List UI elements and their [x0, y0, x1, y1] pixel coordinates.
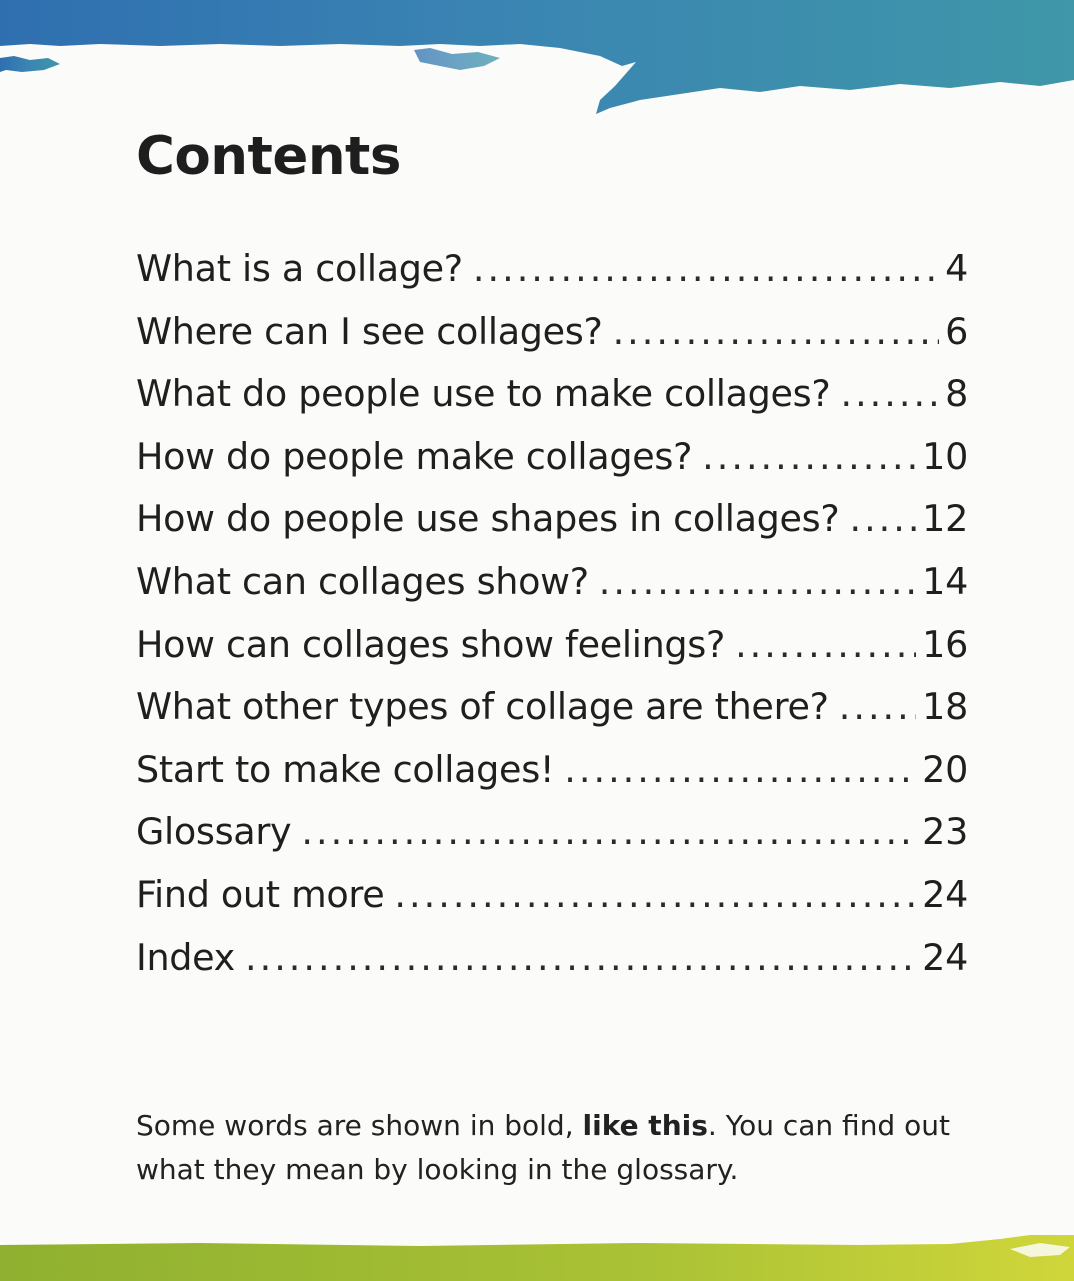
toc-dot-leader	[599, 551, 916, 614]
toc-entry-title: What is a collage?	[136, 247, 463, 290]
toc-dot-leader	[564, 739, 916, 802]
toc-page-number: 16	[922, 622, 968, 666]
toc-entry[interactable]	[136, 363, 968, 426]
toc-entry-title: How do people use shapes in collages?	[136, 497, 840, 541]
toc-entry-title: What do people use to make collages?	[136, 372, 831, 416]
toc-entry[interactable]	[136, 488, 968, 551]
toc-page-number: 18	[922, 685, 968, 729]
bottom-paint-band	[0, 1235, 1074, 1281]
toc-entry-title: How do people make collages?	[136, 434, 693, 478]
toc-entry[interactable]	[136, 676, 968, 739]
toc-entry[interactable]	[136, 551, 968, 614]
toc-page-number: 23	[922, 810, 968, 854]
toc-page-number: 24	[922, 935, 968, 979]
toc-entry-title: What other types of collage are there?	[136, 685, 829, 729]
toc-page-number: 14	[922, 559, 968, 603]
toc-dot-leader	[735, 614, 916, 677]
toc-entry-title: How can collages show feelings?	[136, 622, 726, 666]
toc-page-number: 4	[945, 247, 968, 290]
toc-page-number: 24	[922, 872, 968, 916]
toc-entry[interactable]	[136, 614, 968, 677]
toc-entry[interactable]	[136, 238, 968, 301]
toc-dot-leader	[394, 864, 916, 927]
toc-entry-title: Start to make collages!	[136, 747, 555, 791]
toc-entry-title: Index	[136, 935, 235, 979]
toc-entry-title: Find out more	[136, 872, 385, 916]
toc-page-number: 20	[922, 747, 968, 791]
glossary-note	[136, 1104, 966, 1192]
toc-entry-title: What can collages show?	[136, 559, 589, 603]
note-text-start: Some words are shown in bold,	[136, 1109, 583, 1142]
toc-entry[interactable]	[136, 426, 968, 489]
toc-entry[interactable]	[136, 801, 968, 864]
toc-entry-title: Glossary	[136, 810, 292, 854]
note-bold-example: like this	[582, 1109, 708, 1142]
toc-dot-leader	[839, 676, 916, 739]
toc-page-number: 8	[945, 372, 968, 416]
toc-page-number: 6	[945, 309, 968, 353]
toc-entry[interactable]	[136, 927, 968, 990]
toc-dot-leader	[840, 363, 939, 426]
toc-dot-leader	[473, 238, 939, 301]
toc-page-number: 10	[922, 434, 968, 478]
toc-entry-title: Where can I see collages?	[136, 309, 603, 353]
note-text-end: . You can find out what they mean by looking in the glossary.	[136, 1109, 950, 1186]
toc-entry[interactable]	[136, 739, 968, 802]
top-paint-band	[0, 0, 1074, 120]
toc-dot-leader	[245, 927, 916, 990]
toc-dot-leader	[849, 488, 916, 551]
toc-dot-leader	[301, 801, 916, 864]
table-of-contents	[136, 238, 968, 989]
toc-dot-leader	[702, 426, 916, 489]
toc-entry[interactable]	[136, 301, 968, 364]
page-title: Contents	[136, 126, 401, 187]
toc-dot-leader	[613, 301, 939, 364]
toc-entry[interactable]	[136, 864, 968, 927]
toc-page-number: 12	[922, 497, 968, 541]
